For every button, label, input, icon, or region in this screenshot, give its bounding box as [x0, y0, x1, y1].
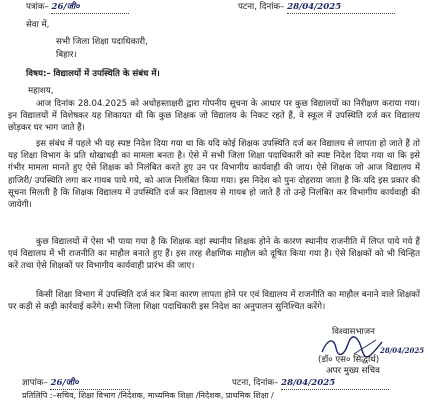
subject-text: विद्यालयों में उपस्थिति के संबंध में। — [53, 69, 160, 79]
ref-number: 26/जी० — [51, 2, 129, 14]
ref-number-row — [26, 2, 129, 14]
paragraph-3: कुछ विद्यालयों में ऐसा भी पाया गया है कि शिक्षक वहां स्थानीय शिक्षक होने के कारण स्थानीय राजनीति में लिप्त पाये गये हैं एवं विद्यालय में भी राजनीति का माहौल बनाते हुए हैं। इस तरह शैक्षणिक माहौल को दूषित किया गया है। ऐसे शिक्षकों को भी चिन्हित करें तथा ऐसे शिक्षकों पर विभागीय कार्यवाही प्रारंभ की जाए। — [8, 237, 420, 272]
signer-title: अपर मुख्य सचिव — [326, 366, 380, 376]
ref-label: पत्रांक– — [26, 2, 49, 12]
sign-date: 28/04/2025 — [380, 346, 425, 355]
subject-row — [26, 69, 160, 80]
letter-date: 28/04/2025 — [287, 2, 395, 14]
memo-number-row — [22, 378, 130, 390]
salutation: महाशय, — [28, 86, 54, 96]
recipient: सभी जिला शिक्षा पदाधिकारी, — [56, 37, 148, 47]
memo-date: 28/04/2025 — [281, 378, 389, 390]
memo-label: ज्ञापांक– — [22, 378, 48, 388]
to-line: सेवा में, — [26, 20, 50, 30]
paragraph-4: किसी शिक्षा विभाग में उपस्थिति दर्ज कर बिना कारण लापता होने पर एवं विद्यालय में राजनीति का माहौल बनाने वाले शिक्षकों पर कड़ी से कड़ी कार्रवाई करेंगे। सभी जिला शिक्षा पदाधिकारी इस निदेश का अनुपालन सुनिश्चित करेंगे। — [8, 290, 420, 313]
memo-place-label: पटना, दिनांक– — [232, 378, 279, 388]
signer-name: (डॉ० एस० सिद्धार्थ) — [318, 355, 380, 365]
paragraph-1: आज दिनांक 28.04.2025 को अधोहस्ताक्षरी द्वारा गोपनीय सूचना के आधार पर कुछ विद्यालयों का निरीक्षण कराया गया। इन विद्यालयों में विशेषकर यह शिकायत थी कि कुछ शिक्षक जो विद्यालय के निकट रहते हैं, वे स्कूल में उपस्थिति दर्ज कर विद्यालय छोड़कर घर भाग जाते हैं। — [8, 99, 420, 134]
copy-to-line: प्रतिलिपि :–सचिव, शिक्षा विभाग /निदेशक, माध्यमिक शिक्षा /निदेशक, प्राथमिक शिक्षा / — [22, 391, 274, 400]
place-label: पटना, दिनांक– — [238, 2, 285, 12]
paragraph-2: इस संबंध में पहले भी यह स्पष्ट निदेश दिया गया था कि यदि कोई शिक्षक उपस्थिति दर्ज कर विद्यालय से लापता हो जाते हैं तो यह शिक्षा विभाग के प्रति धोखाधड़ी का मामला बनता है। ऐसे में सभी जिला शिक्षा पदाधिकारी को स्पष्ट निदेश दिया गया था कि इसे गंभीर मामला मानते हुए ऐसे शिक्षक को निलंबित करते हुए उन पर विभागीय कार्यवाही की जाय। ऐसे शिक्षक जो आज विद्यालय में हाजिरी/ उपस्थिति लगा कर गायब पाये गये, को आज निलंबित किया गया। इस निदेश को पुनः दोहराया जाता है कि यदि इस प्रकार की सूचना मिलती है कि शिक्षक विद्यालय में उपस्थिति दर्ज कर विद्यालय से गायब हो जाते हैं तो उन्हें निलंबित कर विभागीय कार्यवाही की जायेगी। — [8, 139, 420, 211]
memo-number: 26/जी० — [50, 378, 130, 390]
memo-date-row — [232, 378, 389, 390]
subject-label: विषय:– — [26, 69, 51, 79]
closing: विश्वासभाजन — [332, 327, 375, 337]
recipient-state: बिहार। — [56, 50, 77, 60]
date-row — [238, 2, 395, 14]
